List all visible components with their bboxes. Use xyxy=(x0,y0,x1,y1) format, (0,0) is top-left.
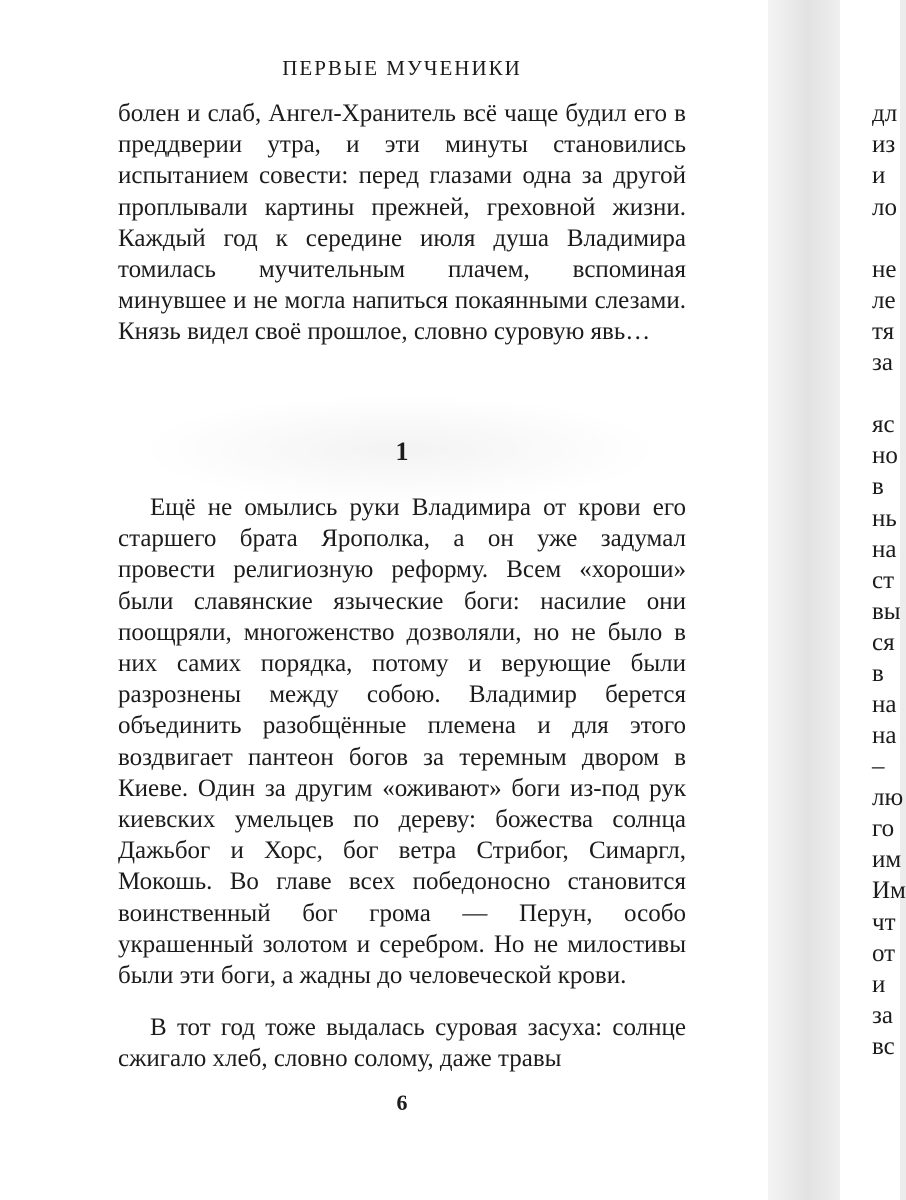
right-page-fragment: лю xyxy=(872,784,904,811)
page-number: 6 xyxy=(396,1090,408,1115)
chapter-number: 1 xyxy=(395,437,409,466)
right-page-fragment: ле xyxy=(872,287,896,314)
right-page-fragment: в xyxy=(872,473,884,500)
paragraph-3 xyxy=(118,1012,686,1074)
right-page-fragment: от xyxy=(872,940,896,967)
paragraph-1-text: болен и слаб, Ангел-Хранитель всё чаще будил его в преддверии утра, и эти минуты становились испытанием совести: перед глазами одна за другой проплывали картины прежней, греховной жизни. Каждый год к середине июля душа Владимира томилась мучительным плачем, вспоминая минувшее и не могла напиться покаянными слезами. Князь видел своё прошлое, словно суровую явь… xyxy=(118,100,686,346)
right-page-fragment: и xyxy=(872,971,886,998)
right-page-fragment: на xyxy=(872,536,897,563)
paragraph-2-text: Ещё не омылись руки Владимира от крови его старшего брата Ярополка, а он уже задумал провести религиозную реформу. Всем «хороши» были славянские языческие боги: насилие они поощряли, многоженство дозволяли, но не было в них самих порядка, потому и верующие были разрознены между собою. Владимир берется объединить разобщённые племена и для этого воздвигает пантеон богов за теремным двором в Киеве. Один за другим «оживают» боги из-под рук киевских умельцев по дереву: божества солнца Дажьбог и Хорс, бог ветра Стрибог, Симаргл, Мокошь. Во главе всех победоносно становится воинственный бог грома — Перун, особо украшенный золотом и серебром. Но не милостивы были эти боги, а жадны до человеческой крови. xyxy=(118,494,686,990)
right-page-fragment: за xyxy=(872,1002,893,1029)
right-page-fragment: – xyxy=(872,753,885,780)
right-page-fragment: на xyxy=(872,691,897,718)
right-page-fragment: в xyxy=(872,660,884,687)
paragraph-2 xyxy=(118,492,686,991)
right-page-fragment: вы xyxy=(872,598,901,625)
right-page-fragment: не xyxy=(872,256,897,283)
book-gutter xyxy=(768,0,848,1200)
paragraph-1 xyxy=(118,98,686,348)
right-page-fragment: им xyxy=(872,846,902,873)
right-page-fragment: Им xyxy=(872,877,906,904)
right-page-fragment: вс xyxy=(872,1033,895,1060)
right-page-fragment: за xyxy=(872,349,893,376)
right-page-fragment: нь xyxy=(872,505,897,532)
running-head: ПЕРВЫЕ МУЧЕНИКИ xyxy=(282,56,522,80)
right-page-fragment: ст xyxy=(872,567,895,594)
right-page-fragment: на xyxy=(872,722,897,749)
right-page-fragment: чт xyxy=(872,909,896,936)
right-page-fragment: ло xyxy=(872,194,897,221)
right-page-fragment: из xyxy=(872,131,896,158)
right-page-fragment: яс xyxy=(872,411,895,438)
right-page-fragment: и xyxy=(872,162,886,189)
paragraph-3-text: В тот год тоже выдалась суровая засуха: солнце сжигало хлеб, словно солому, даже травы xyxy=(118,1014,686,1073)
right-page-fragment: го xyxy=(872,815,895,842)
right-page-fragment: ся xyxy=(872,629,895,656)
right-page-fragment: но xyxy=(872,442,898,469)
right-page-fragment: дл xyxy=(872,100,898,127)
right-page-fragment: тя xyxy=(872,318,895,345)
